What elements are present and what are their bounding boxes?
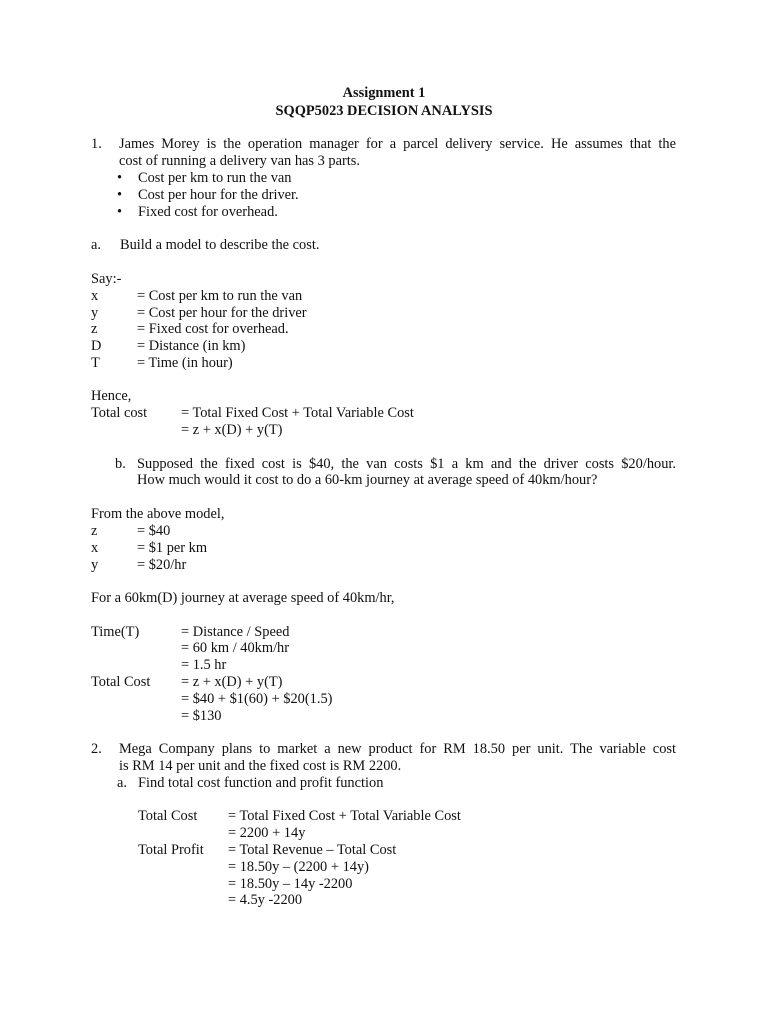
time-eq3: = 1.5 hr — [181, 657, 227, 673]
from-model-label: From the above model, — [91, 506, 225, 522]
q2-tp-eq4: = 4.5y -2200 — [228, 892, 303, 908]
q1-number: 1. — [91, 136, 102, 152]
q2-total-cost-label: Total Cost — [138, 808, 198, 824]
def-var-t: T — [91, 355, 100, 371]
q1-text-line2: cost of running a delivery van has 3 parts. — [119, 153, 360, 169]
val-var-y: y — [91, 557, 99, 573]
total-cost-label: Total cost — [91, 405, 148, 421]
course-title: SQQP5023 DECISION ANALYSIS — [275, 103, 493, 119]
def-d: = Distance (in km) — [137, 338, 246, 354]
q2-tp-eq2: = 18.50y – (2200 + 14y) — [228, 859, 369, 875]
q2-tp-eq3: = 18.50y – 14y -2200 — [228, 876, 353, 892]
time-label: Time(T) — [91, 624, 140, 640]
q1-tc-eq2: = $40 + $1(60) + $20(1.5) — [181, 691, 333, 707]
q2-text-line1: Mega Company plans to market a new product for RM 18.50 per unit. The variable cost — [119, 741, 676, 757]
q2-number: 2. — [91, 741, 102, 757]
assignment-title: Assignment 1 — [342, 85, 426, 101]
bullet-icon: • — [117, 204, 123, 220]
journey-text: For a 60km(D) journey at average speed of 40km/hr, — [91, 590, 395, 606]
q1b-label: b. — [115, 456, 126, 472]
q1b-text-line1: Supposed the fixed cost is $40, the van costs $1 a km and the driver costs $20/hour. — [137, 456, 676, 472]
q2-tp-eq1: = Total Revenue – Total Cost — [228, 842, 397, 858]
q2a-label: a. — [117, 775, 127, 791]
q2-tc-eq2: = 2200 + 14y — [228, 825, 306, 841]
total-cost-eq2: = z + x(D) + y(T) — [181, 422, 283, 438]
def-var-d: D — [91, 338, 102, 354]
bullet-icon: • — [117, 170, 123, 186]
def-z: = Fixed cost for overhead. — [137, 321, 289, 337]
time-eq2: = 60 km / 40km/hr — [181, 640, 290, 656]
def-y: = Cost per hour for the driver — [137, 305, 307, 321]
q1-bullet-3: Fixed cost for overhead. — [138, 204, 278, 220]
def-t: = Time (in hour) — [137, 355, 233, 371]
q2-text-line2: is RM 14 per unit and the fixed cost is RM 2200. — [119, 758, 402, 774]
q1-bullet-1: Cost per km to run the van — [138, 170, 292, 186]
total-cost-eq1: = Total Fixed Cost + Total Variable Cost — [181, 405, 414, 421]
val-var-x: x — [91, 540, 99, 556]
say-label: Say:- — [91, 271, 122, 287]
q1-text-line1: James Morey is the operation manager for a parcel delivery service. He assumes that the — [119, 136, 676, 152]
q2a-text: Find total cost function and profit function — [138, 775, 384, 791]
q1b-text-line2: How much would it cost to do a 60-km journey at average speed of 40km/hour? — [137, 472, 598, 488]
hence-label: Hence, — [91, 388, 132, 404]
def-x: = Cost per km to run the van — [137, 288, 303, 304]
q1-tc-eq3: = $130 — [181, 708, 222, 724]
val-var-z: z — [91, 523, 98, 539]
bullet-icon: • — [117, 187, 123, 203]
def-var-y: y — [91, 305, 99, 321]
q1-total-cost-label: Total Cost — [91, 674, 151, 690]
q1-bullet-2: Cost per hour for the driver. — [138, 187, 299, 203]
q1-tc-eq1: = z + x(D) + y(T) — [181, 674, 283, 690]
val-z: = $40 — [137, 523, 171, 539]
q1a-label: a. — [91, 237, 101, 253]
val-x: = $1 per km — [137, 540, 208, 556]
time-eq1: = Distance / Speed — [181, 624, 290, 640]
q1a-text: Build a model to describe the cost. — [120, 237, 320, 253]
q2-tc-eq1: = Total Fixed Cost + Total Variable Cost — [228, 808, 461, 824]
def-var-z: z — [91, 321, 98, 337]
val-y: = $20/hr — [137, 557, 187, 573]
q2-total-profit-label: Total Profit — [138, 842, 204, 858]
def-var-x: x — [91, 288, 99, 304]
